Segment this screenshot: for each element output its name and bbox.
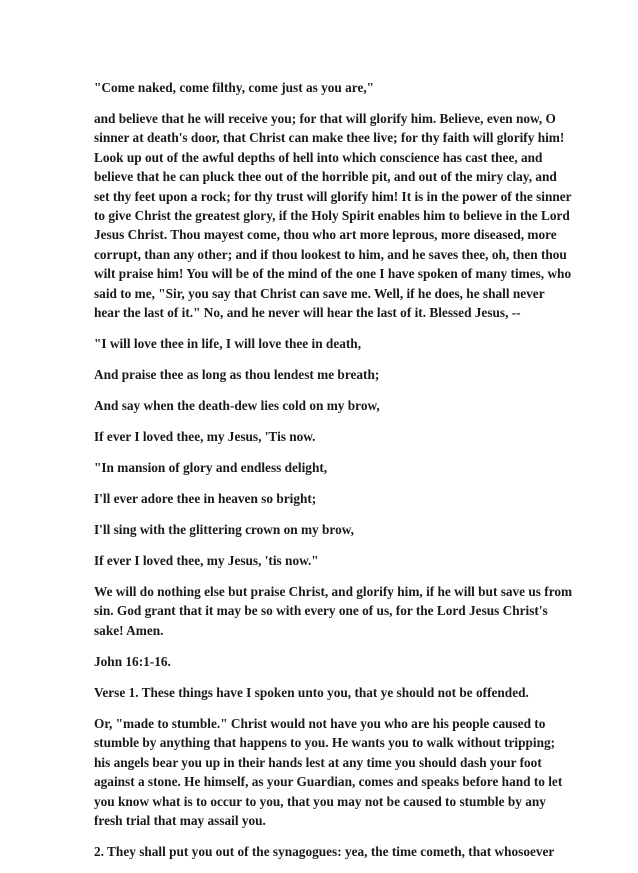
text-line: wilt praise him! You will be of the mind of the one I have spoken of many times, who xyxy=(94,266,572,282)
text-line: If ever I loved thee, my Jesus, 'Tis now. xyxy=(94,429,316,445)
text-line: Jesus Christ. Thou mayest come, thou who art more leprous, more diseased, more xyxy=(94,227,557,243)
text-line: to give Christ the greatest glory, if the Holy Spirit enables him to believe in the Lord xyxy=(94,208,570,224)
hymn-line xyxy=(94,334,546,353)
text-line: fresh trial that may assail you. xyxy=(94,812,266,828)
text-line: I'll sing with the glittering crown on my brow, xyxy=(94,522,354,538)
document-page xyxy=(94,78,573,873)
text-line: set thy feet upon a rock; for thy trust will glorify him! It is in the power of the sinner xyxy=(94,188,572,204)
hymn-line xyxy=(94,458,546,477)
text-line: "I will love thee in life, I will love thee in death, xyxy=(94,336,362,352)
text-line: said to me, "Sir, you say that Christ can save me. Well, if he does, he shall never xyxy=(94,285,545,301)
verse-2 xyxy=(94,842,555,861)
scripture-reference xyxy=(94,652,546,671)
text-line: Verse 1. These things have I spoken unto you, that ye should not be offended. xyxy=(94,684,529,700)
text-line: believe that he can pluck thee out of the horrible pit, and out of the miry clay, and xyxy=(94,169,557,185)
text-line: "Come naked, come filthy, come just as you are," xyxy=(94,80,375,95)
hymn-line xyxy=(94,520,546,539)
quote-opening xyxy=(94,78,546,97)
text-line: And praise thee as long as thou lendest me breath; xyxy=(94,367,380,383)
text-line: against a stone. He himself, as your Guardian, comes and speaks before hand to let xyxy=(94,774,563,790)
sermon-paragraph xyxy=(94,109,572,322)
closing-paragraph xyxy=(94,582,573,640)
text-line: sinner at death's door, that Christ can make thee live; for thy faith will glorify him! xyxy=(94,130,565,146)
text-line: And say when the death-dew lies cold on my brow, xyxy=(94,398,380,414)
hymn-line xyxy=(94,365,546,384)
text-line: and believe that he will receive you; for that will glorify him. Believe, even now, O xyxy=(94,111,556,126)
text-line: I'll ever adore thee in heaven so bright; xyxy=(94,491,317,507)
text-line: you know what is to occur to you, that you may not be caused to stumble by any xyxy=(94,793,546,809)
hymn-line xyxy=(94,427,546,446)
text-line: his angels bear you up in their hands lest at any time you should dash your foot xyxy=(94,754,542,770)
hymn-line xyxy=(94,551,546,570)
text-line: corrupt, than any other; and if thou lookest to him, and he saves thee, oh, then thou xyxy=(94,246,567,262)
text-line: We will do nothing else but praise Christ, and glorify him, if he will but save us from xyxy=(94,584,573,600)
verse-1 xyxy=(94,683,546,702)
text-line: sin. God grant that it may be so with every one of us, for the Lord Jesus Christ's xyxy=(94,603,548,619)
text-line: "In mansion of glory and endless delight, xyxy=(94,460,328,476)
hymn-line xyxy=(94,396,546,415)
text-line: sake! Amen. xyxy=(94,622,164,638)
text-line: John 16:1-16. xyxy=(94,653,171,669)
text-line: stumble by anything that happens to you. He wants you to walk without tripping; xyxy=(94,735,556,751)
commentary-paragraph xyxy=(94,714,563,830)
text-line: Or, "made to stumble." Christ would not have you who are his people caused to xyxy=(94,715,546,731)
text-line: Look up out of the awful depths of hell into which conscience has cast thee, and xyxy=(94,149,543,165)
hymn-line xyxy=(94,489,546,508)
text-line: 2. They shall put you out of the synagogues: yea, the time cometh, that whosoever xyxy=(94,843,555,859)
text-line: If ever I loved thee, my Jesus, 'tis now." xyxy=(94,553,319,569)
text-line: hear the last of it." No, and he never will hear the last of it. Blessed Jesus, -- xyxy=(94,305,521,321)
